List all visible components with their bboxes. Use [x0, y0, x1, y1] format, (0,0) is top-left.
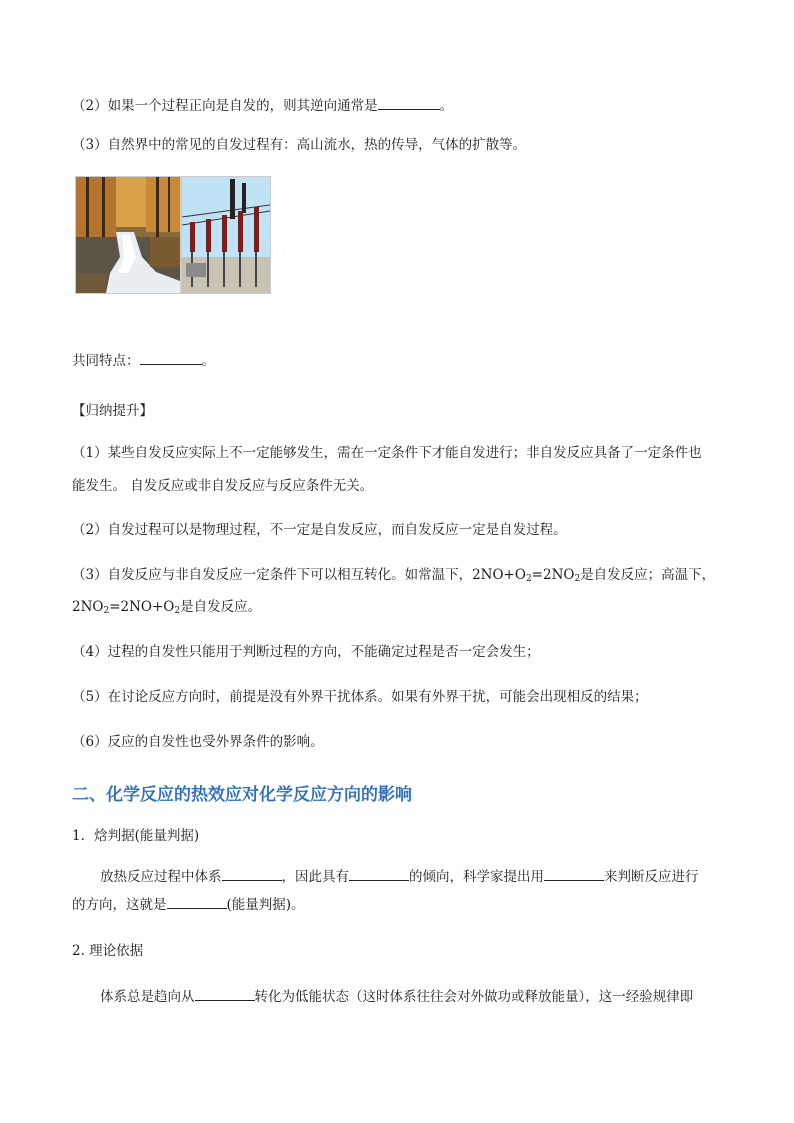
fill-blank[interactable]	[140, 352, 202, 365]
paragraph-reverse-process: （2）如果一个过程正向是自发的，则其逆向通常是 。	[72, 98, 454, 114]
summary-item-6: （6）反应的自发性也受外界条件的影响。	[72, 734, 324, 750]
fill-blank[interactable]	[349, 868, 409, 881]
subsection-2-title: 2. 理论依据	[72, 943, 144, 959]
summary-item-3-line2: $2NO_2=2NO+O_2$是自发反应。	[72, 599, 262, 616]
common-feature-line: 共同特点： 。	[72, 353, 215, 369]
enthalpy-paragraph-line2: 的方向，这就是 (能量判据)。	[72, 897, 305, 913]
power-substation-photo	[181, 176, 271, 294]
summary-title: 【归纳提升】	[72, 403, 153, 419]
fill-blank[interactable]	[195, 988, 255, 1001]
waterfall-photo	[75, 176, 181, 294]
fill-blank[interactable]	[222, 868, 282, 881]
section-2-heading: 二、化学反应的热效应对化学反应方向的影响	[72, 785, 412, 805]
summary-item-1-line1: （1）某些自发反应实际上不一定能够发生，需在一定条件下才能自发进行；非自发反应具备了一定条件也	[72, 445, 702, 461]
subsection-1-title: 1．焓判据(能量判据)	[72, 828, 200, 844]
summary-item-4: （4）过程的自发性只能用于判断过程的方向，不能确定过程是否一定会发生；	[72, 644, 540, 660]
theory-paragraph: 体系总是趋向从 转化为低能状态（这时体系往往会对外做功或释放能量），这一经验规律即	[100, 989, 694, 1005]
summary-item-5: （5）在讨论反应方向时，前提是没有外界干扰体系。如果有外界干扰，可能会出现相反的结果；	[72, 689, 648, 705]
summary-item-1-line2: 能发生。 自发反应或非自发反应与反应条件无关。	[72, 478, 374, 494]
fill-blank[interactable]	[167, 896, 227, 909]
fill-blank[interactable]	[378, 97, 440, 110]
enthalpy-paragraph-line1: 放热反应过程中体系 ，因此具有 的倾向，科学家提出用 来判断反应进行	[100, 869, 699, 885]
summary-item-3-line1: （3）自发反应与非自发反应一定条件下可以相互转化。如常温下，$2NO+O_2=2NO_2$是自发反应；高温下，	[72, 567, 716, 584]
paragraph-natural-processes: （3）自然界中的常见的自发过程有：高山流水，热的传导，气体的扩散等。	[72, 137, 527, 153]
summary-item-2: （2）自发过程可以是物理过程，不一定是自发反应，而自发反应一定是自发过程。	[72, 522, 567, 538]
fill-blank[interactable]	[544, 868, 604, 881]
